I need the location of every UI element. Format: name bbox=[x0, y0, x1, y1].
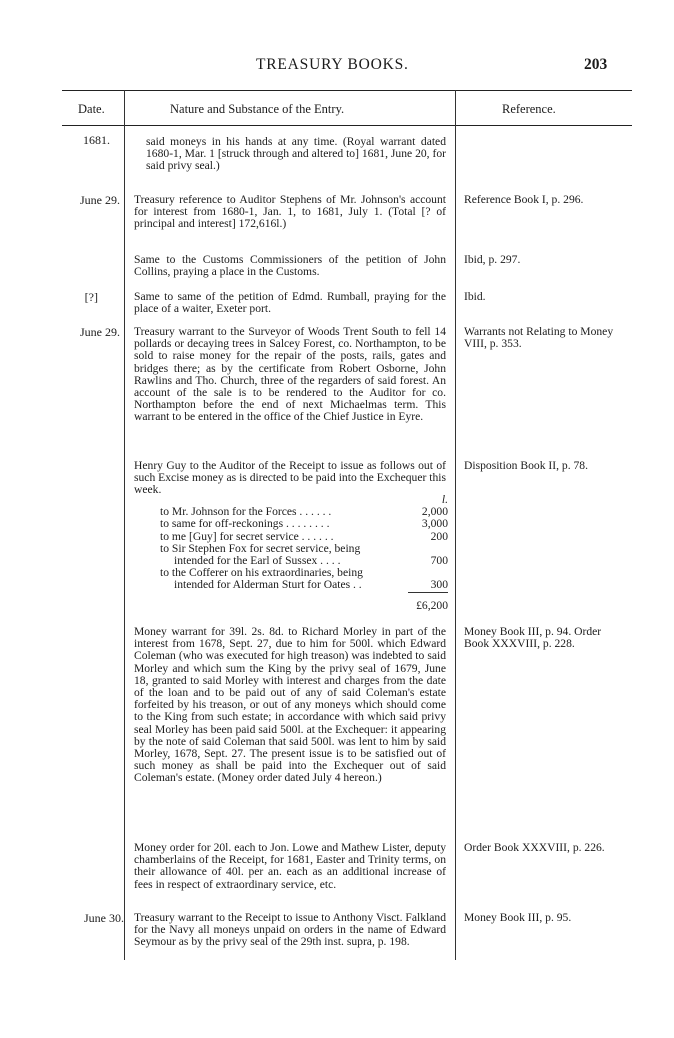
header-bottom-rule bbox=[62, 125, 632, 126]
account-item-amount: 300 bbox=[430, 578, 448, 592]
account-item-label: to Sir Stephen Fox for secret service, being bbox=[160, 541, 361, 555]
account-item-label: to Mr. Johnson for the Forces . . . . . . bbox=[160, 505, 332, 519]
entry-date: June 29. bbox=[80, 193, 120, 207]
column-divider bbox=[124, 90, 125, 126]
account-item-amount: 200 bbox=[430, 529, 448, 543]
account-item-label: to me [Guy] for secret service . . . . . . bbox=[160, 529, 334, 543]
entry-text: Money warrant for 39l. 2s. 8d. to Richard Morley in part of the interest from 1678, Sept. 27, due to him for 500l. which Edward Coleman (who was executed for high treason) was indebted to said Morley and which sum the King by the privy seal of 1679, June 18, granted to said Morley with interest and charges from the date of the loan and to be paid out of any of said Coleman's estate forfeited by his treason, or out of any moneys which should come to the King from such estate; in accordance with which said privy seal Morley has been paid said 500l. at the Exchequer: it appearing by the note of said Coleman that said 500l. was lent to him by said Morley, 1678, Sept. 27. The present issue is to be satisfied out of such money as shall be paid into the Exchequer out of said Coleman's estate. (Money order dated July 4 hereon.) bbox=[134, 625, 446, 785]
account-sum-rule bbox=[408, 592, 448, 593]
entry-text: said moneys in his hands at any time. (Royal warrant dated 1680-1, Mar. 1 [struck through and altered to] 1681, June 20, for said privy seal.) bbox=[146, 135, 446, 173]
account-item-amount: 2,000 bbox=[421, 505, 448, 519]
account-item-label: intended for Alderman Sturt for Oates . . bbox=[174, 578, 362, 592]
account-item-label: to the Cofferer on his extraordinaries, being bbox=[160, 566, 363, 580]
page-title: TREASURY BOOKS. bbox=[256, 56, 409, 73]
page-header bbox=[0, 56, 674, 80]
entry-reference: Money Book III, p. 94. Order Book XXXVIII, p. 228. bbox=[464, 625, 602, 651]
account-total: £6,200 bbox=[416, 599, 448, 612]
account-item-label: to same for off-reckonings . . . . . . . . bbox=[160, 517, 330, 531]
entry-reference: Money Book III, p. 95. bbox=[464, 911, 572, 924]
entry-text: Treasury reference to Auditor Stephens of Mr. Johnson's account for interest from 1680-1, Jan. 1, to 1681, July 1. (Total [? of principal and interest] 172,616l.) bbox=[134, 193, 446, 231]
entry-date: June 29. bbox=[80, 325, 120, 339]
column-header-nature: Nature and Substance of the Entry. bbox=[170, 102, 345, 116]
entry-text: Treasury warrant to the Surveyor of Woods Trent South to fell 14 pollards or decaying trees in Salcey Forest, co. Northampton, to be sold to raise money for the repair of the posts, rails, gates and bridges there; as by the certificate from Robert Osborne, John Rawlins and Tho. Church, three of the regarders of said forest. An account of the sale is to be rendered to the Auditor for co. Northampton before the end of next Michaelmas term. This warrant to be entered in the office of the Chief Justice in Eyre. bbox=[134, 325, 446, 424]
entry-reference: Disposition Book II, p. 78. bbox=[464, 459, 588, 472]
page-number: 203 bbox=[584, 56, 608, 73]
entry-text: Same to same of the petition of Edmd. Rumball, praying for the place of a waiter, Exeter port. bbox=[134, 290, 446, 316]
column-divider bbox=[124, 126, 125, 960]
account-unit: l. bbox=[441, 493, 448, 506]
header-top-rule bbox=[62, 90, 632, 91]
column-header-reference: Reference. bbox=[502, 102, 556, 116]
entry-reference: Ibid, p. 297. bbox=[464, 253, 521, 266]
column-divider bbox=[455, 90, 456, 960]
entry-reference: Ibid. bbox=[464, 290, 486, 303]
entry-date: 1681. bbox=[83, 133, 110, 147]
account-item-amount: 3,000 bbox=[421, 517, 448, 531]
account-total-row bbox=[160, 600, 450, 612]
account-table bbox=[160, 494, 450, 592]
entry-reference: Warrants not Relating to Money VIII, p. 353. bbox=[464, 325, 614, 351]
account-item-label: intended for the Earl of Sussex . . . . bbox=[174, 553, 341, 567]
entry-text: Same to the Customs Commissioners of the petition of John Collins, praying a place in the Customs. bbox=[134, 253, 446, 279]
entry-text: Henry Guy to the Auditor of the Receipt to issue as follows out of such Excise money as is directed to be paid into the Exchequer this week. bbox=[134, 459, 446, 497]
account-item-amount: 700 bbox=[430, 553, 448, 567]
entry-reference: Reference Book I, p. 296. bbox=[464, 193, 584, 206]
entry-reference: Order Book XXXVIII, p. 226. bbox=[464, 841, 605, 854]
entry-text: Treasury warrant to the Receipt to issue to Anthony Visct. Falkland for the Navy all moneys unpaid on orders in the name of Edward Seymour as by the privy seal of the 29th inst. supra, p. 198. bbox=[134, 911, 446, 949]
column-header-date: Date. bbox=[78, 102, 105, 116]
entry-date: [?] bbox=[84, 290, 98, 304]
entry-date: June 30. bbox=[84, 911, 124, 925]
entry-text: Money order for 20l. each to Jon. Lowe and Mathew Lister, deputy chamberlains of the Receipt, for 1681, Easter and Trinity terms, on their allowance of 40l. per an. each as an additional increase of fees in respect of extraordinary service, etc. bbox=[134, 841, 446, 891]
